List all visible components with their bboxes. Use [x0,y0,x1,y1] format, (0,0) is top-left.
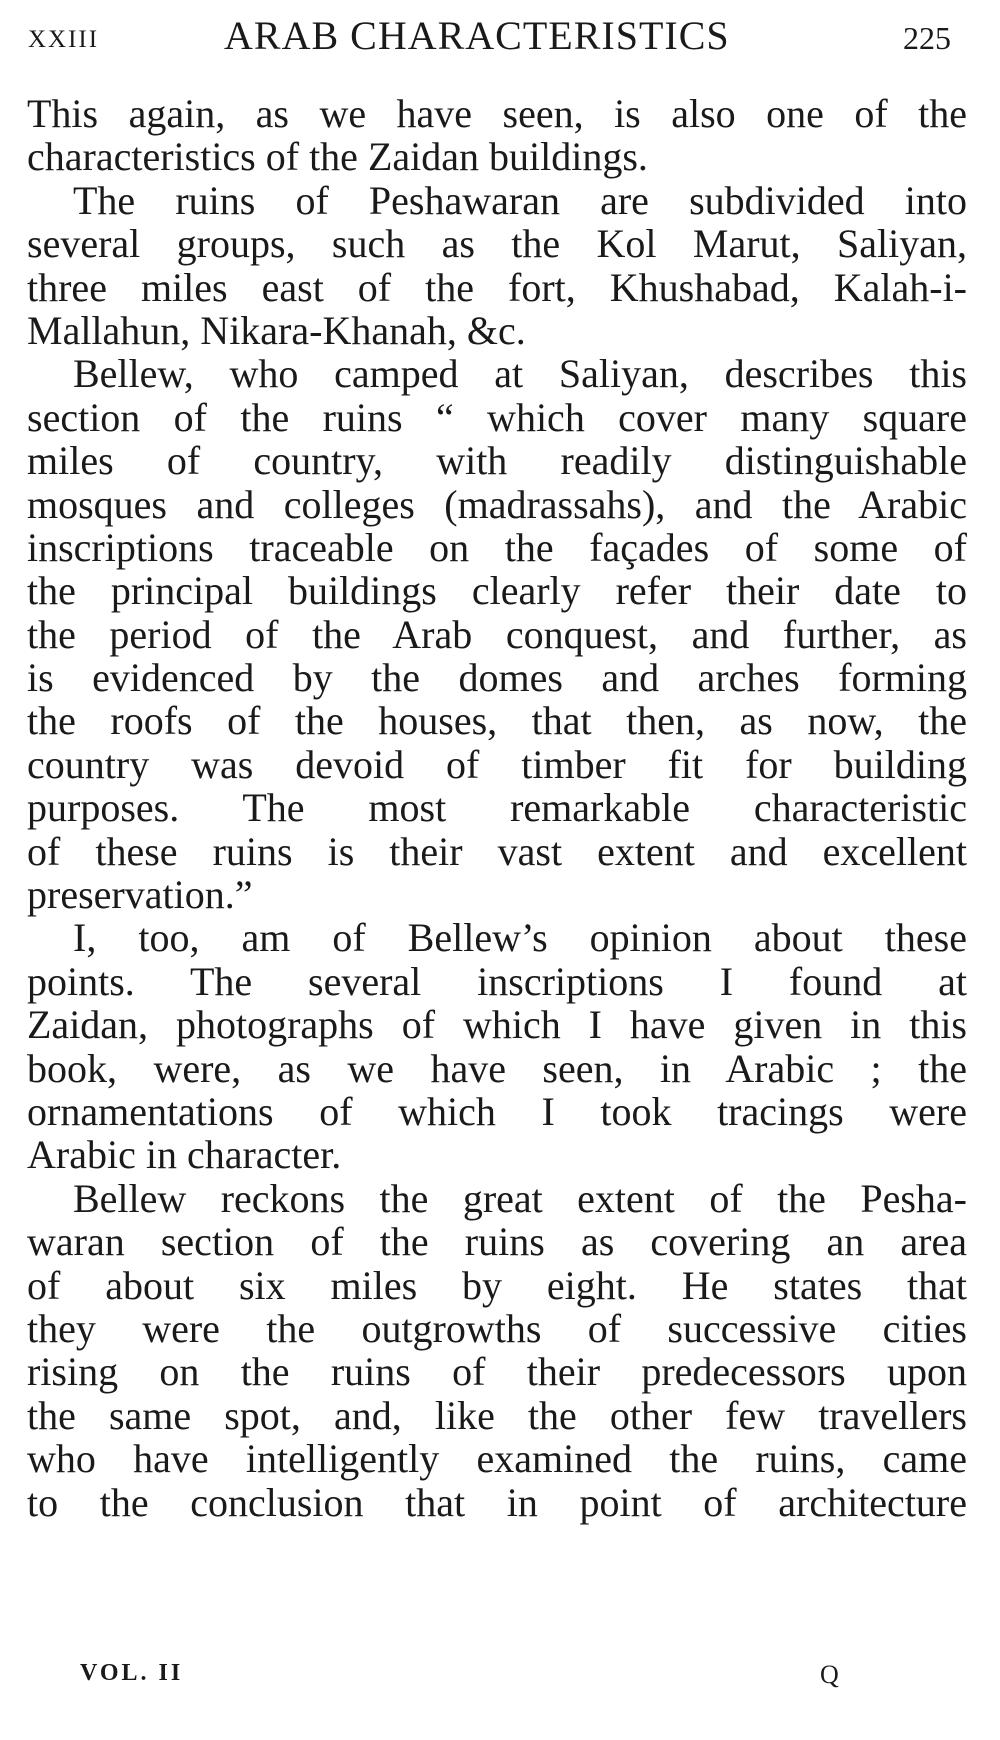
running-head [28,8,968,64]
page-footer [80,1660,900,1700]
text-line: miles of country, with readily distinguishable [27,438,967,484]
paragraph [27,92,967,179]
text-line: Mallahun, Nikara-Khanah, &c. [27,307,526,353]
text-line: book, were, as we have seen, in Arabic ; the [27,1045,967,1091]
paragraph [27,916,967,1176]
text-line: rising on the ruins of their predecessors upon [27,1349,967,1395]
text-line: the same spot, and, like the other few travellers [27,1392,967,1438]
text-line: the principal buildings clearly refer their date to [27,568,967,614]
text-line: The ruins of Peshawaran are subdivided into [73,177,967,223]
text-line: is evidenced by the domes and arches forming [27,655,967,701]
text-line: section of the ruins “ which cover many square [27,394,967,440]
text-line: Bellew, who camped at Saliyan, describes this [73,351,967,397]
paragraph [27,1177,967,1524]
text-line: the roofs of the houses, that then, as now, the [27,698,967,744]
signature-mark: Q [820,1660,839,1689]
text-line: waran section of the ruins as covering an area [27,1219,967,1265]
running-title: ARAB CHARACTERISTICS [224,13,730,58]
text-line: several groups, such as the Kol Marut, Saliyan, [27,221,967,267]
volume-label: VOL. II [80,1660,184,1686]
text-line: who have intelligently examined the ruins, came [27,1436,967,1482]
text-line: of these ruins is their vast extent and excellent [27,828,967,874]
text-line: characteristics of the Zaidan buildings. [27,134,648,180]
paragraph [27,179,967,353]
text-line: purposes. The most remarkable characteristic [27,785,967,831]
text-line: Arabic in character. [27,1132,342,1178]
text-line: preservation.” [27,872,253,918]
text-line: country was devoid of timber fit for building [27,741,967,787]
text-line: Bellew reckons the great extent of the Pesha- [73,1175,967,1221]
text-line: ornamentations of which I took tracings were [27,1088,967,1134]
text-line: they were the outgrowths of successive cities [27,1305,967,1351]
body-text [27,92,967,1524]
text-line: Zaidan, photographs of which I have given in this [27,1002,967,1048]
text-line: This again, as we have seen, is also one of the [27,91,967,136]
text-line: points. The several inscriptions I found at [27,958,967,1004]
text-line: the period of the Arab conquest, and further, as [27,611,967,657]
text-line: mosques and colleges (madrassahs), and the Arabic [27,481,967,527]
paragraph [27,352,967,916]
text-line: inscriptions traceable on the façades of some of [27,524,967,570]
text-line: to the conclusion that in point of architecture [27,1479,967,1525]
page-number: 225 [903,20,951,56]
text-line: I, too, am of Bellew’s opinion about these [73,915,967,961]
chapter-number: XXIII [28,26,100,53]
text-line: of about six miles by eight. He states that [27,1262,967,1308]
text-line: three miles east of the fort, Khushabad, Kalah-i- [27,264,967,310]
